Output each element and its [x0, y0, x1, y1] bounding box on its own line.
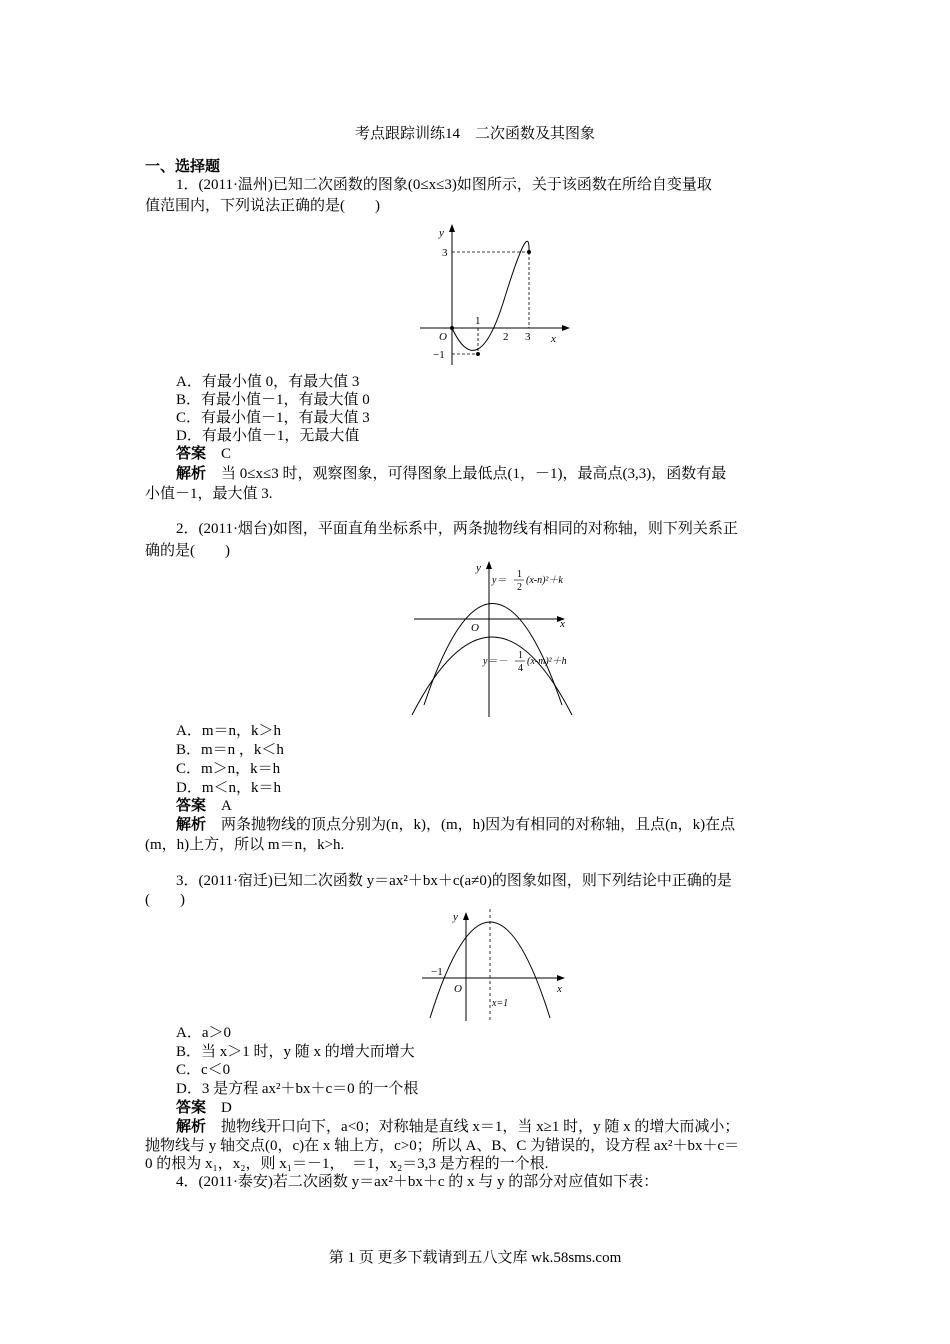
q3-figure	[420, 906, 575, 1024]
q2-x-label: x	[560, 618, 565, 630]
q4-stem-line1: 4．(2011·泰安)若二次函数 y＝ax²＋bx＋c 的 x 与 y 的部分对应值如下表：	[176, 1174, 659, 1190]
q3-tick-m1: −1	[431, 966, 443, 978]
q3-stem-line2: ( )	[145, 892, 185, 908]
q1-y-label: y	[439, 227, 444, 239]
q1-option-a: A．有最小值 0，有最大值 3	[176, 374, 360, 390]
q2-answer: 答案 A	[176, 798, 232, 814]
page-footer: 第 1 页 更多下载请到五八文库 wk.58sms.com	[328, 1250, 622, 1266]
q3-stem-line1: 3．(2011·宿迁)已知二次函数 y＝ax²＋bx＋c(a≠0)的图象如图，则下列结论中正确的是	[176, 873, 732, 889]
q1-tick-y3: 3	[442, 247, 448, 259]
q3-x-label: x	[557, 983, 562, 995]
q2-explanation-line2: (m，h)上方，所以 m＝n，k>h.	[145, 837, 345, 853]
q3-option-b: B．当 x＞1 时，y 随 x 的增大而增大	[176, 1044, 415, 1060]
q3-option-d: D．3 是方程 ax²＋bx＋c＝0 的一个根	[176, 1081, 419, 1097]
q2-explanation-line1: 解析 两条抛物线的顶点分别为(n，k)，(m，h)因为有相同的对称轴，且点(n，k)在点	[176, 817, 736, 833]
q1-tick-ym1: −1	[433, 349, 445, 361]
q1-option-d: D．有最小值－1，无最大值	[176, 428, 360, 444]
q3-option-a: A．a＞0	[176, 1025, 231, 1041]
q2-option-d: D．m＜n，k＝h	[176, 780, 282, 796]
section-heading: 一、选择题	[145, 159, 221, 175]
q1-answer: 答案 C	[176, 446, 232, 462]
page-title: 考点跟踪训练14 二次函数及其图象	[354, 126, 595, 142]
q2-stem-line2: 确的是( )	[145, 543, 230, 559]
q1-figure	[418, 220, 573, 370]
q3-explanation-line2: 抛物线与 y 轴交点(0，c)在 x 轴上方，c>0；所以 A、B、C 为错误的，设方程 ax²＋bx＋c＝	[145, 1138, 740, 1154]
q2-eq2-rest: (x-m)²＋h	[527, 656, 567, 667]
q2-eq1-den: 2	[517, 582, 522, 593]
q3-y-label: y	[453, 911, 458, 923]
q2-eq2-den: 4	[518, 663, 523, 674]
q1-stem-line1: 1．(2011·温州)已知二次函数的图象(0≤x≤3)如图所示，关于该函数在所给自变量取	[176, 177, 712, 193]
q1-explanation-line1: 解析 当 0≤x≤3 时，观察图象，可得图象上最低点(1，－1)，最高点(3,3)，函数有最	[176, 466, 727, 482]
q2-eq1-num: 1	[517, 569, 522, 580]
q2-y-label: y	[476, 562, 481, 574]
q2-eq1-rest: (x-n)²＋k	[526, 575, 563, 586]
q2-origin-label: O	[471, 622, 479, 634]
q1-x-label: x	[551, 333, 556, 345]
q3-explanation-line3: 0 的根为 x₁，x₂，则 x₁＝－1， ＝1，x₂＝3,3 是方程的一个根.	[145, 1156, 549, 1172]
q2-eq2-num: 1	[518, 650, 523, 661]
q2-eq1-prefix: y＝	[492, 575, 507, 586]
q3-answer: 答案 D	[176, 1100, 232, 1116]
q3-option-c: C．c＜0	[176, 1062, 231, 1078]
q1-origin-label: O	[439, 331, 447, 343]
q2-stem-line1: 2．(2011·烟台)如图，平面直角坐标系中，两条抛物线有相同的对称轴，则下列关系正	[176, 521, 738, 537]
q1-option-b: B．有最小值－1，有最大值 0	[176, 392, 370, 408]
q1-tick-x2: 2	[503, 331, 509, 343]
q2-eq2-prefix: y＝－	[483, 656, 508, 667]
q2-option-b: B．m＝n ，k＜h	[176, 742, 284, 758]
q1-option-c: C．有最小值－1，有最大值 3	[176, 410, 370, 426]
q2-option-c: C．m＞n，k＝h	[176, 761, 281, 777]
q1-explanation-line2: 小值－1，最大值 3.	[145, 486, 273, 502]
q1-tick-x1: 1	[475, 315, 481, 327]
q2-figure	[410, 557, 585, 719]
q3-origin-label: O	[454, 983, 462, 995]
q3-axis-label: x=1	[492, 998, 509, 1009]
q2-option-a: A．m＝n，k＞h	[176, 723, 282, 739]
q3-explanation-line1: 解析 抛物线开口向下，a<0；对称轴是直线 x＝1，当 x≥1 时，y 随 x 的增大而减小；	[176, 1119, 740, 1135]
q1-stem-line2: 值范围内，下列说法正确的是( )	[145, 198, 380, 214]
q1-tick-x3: 3	[525, 331, 531, 343]
